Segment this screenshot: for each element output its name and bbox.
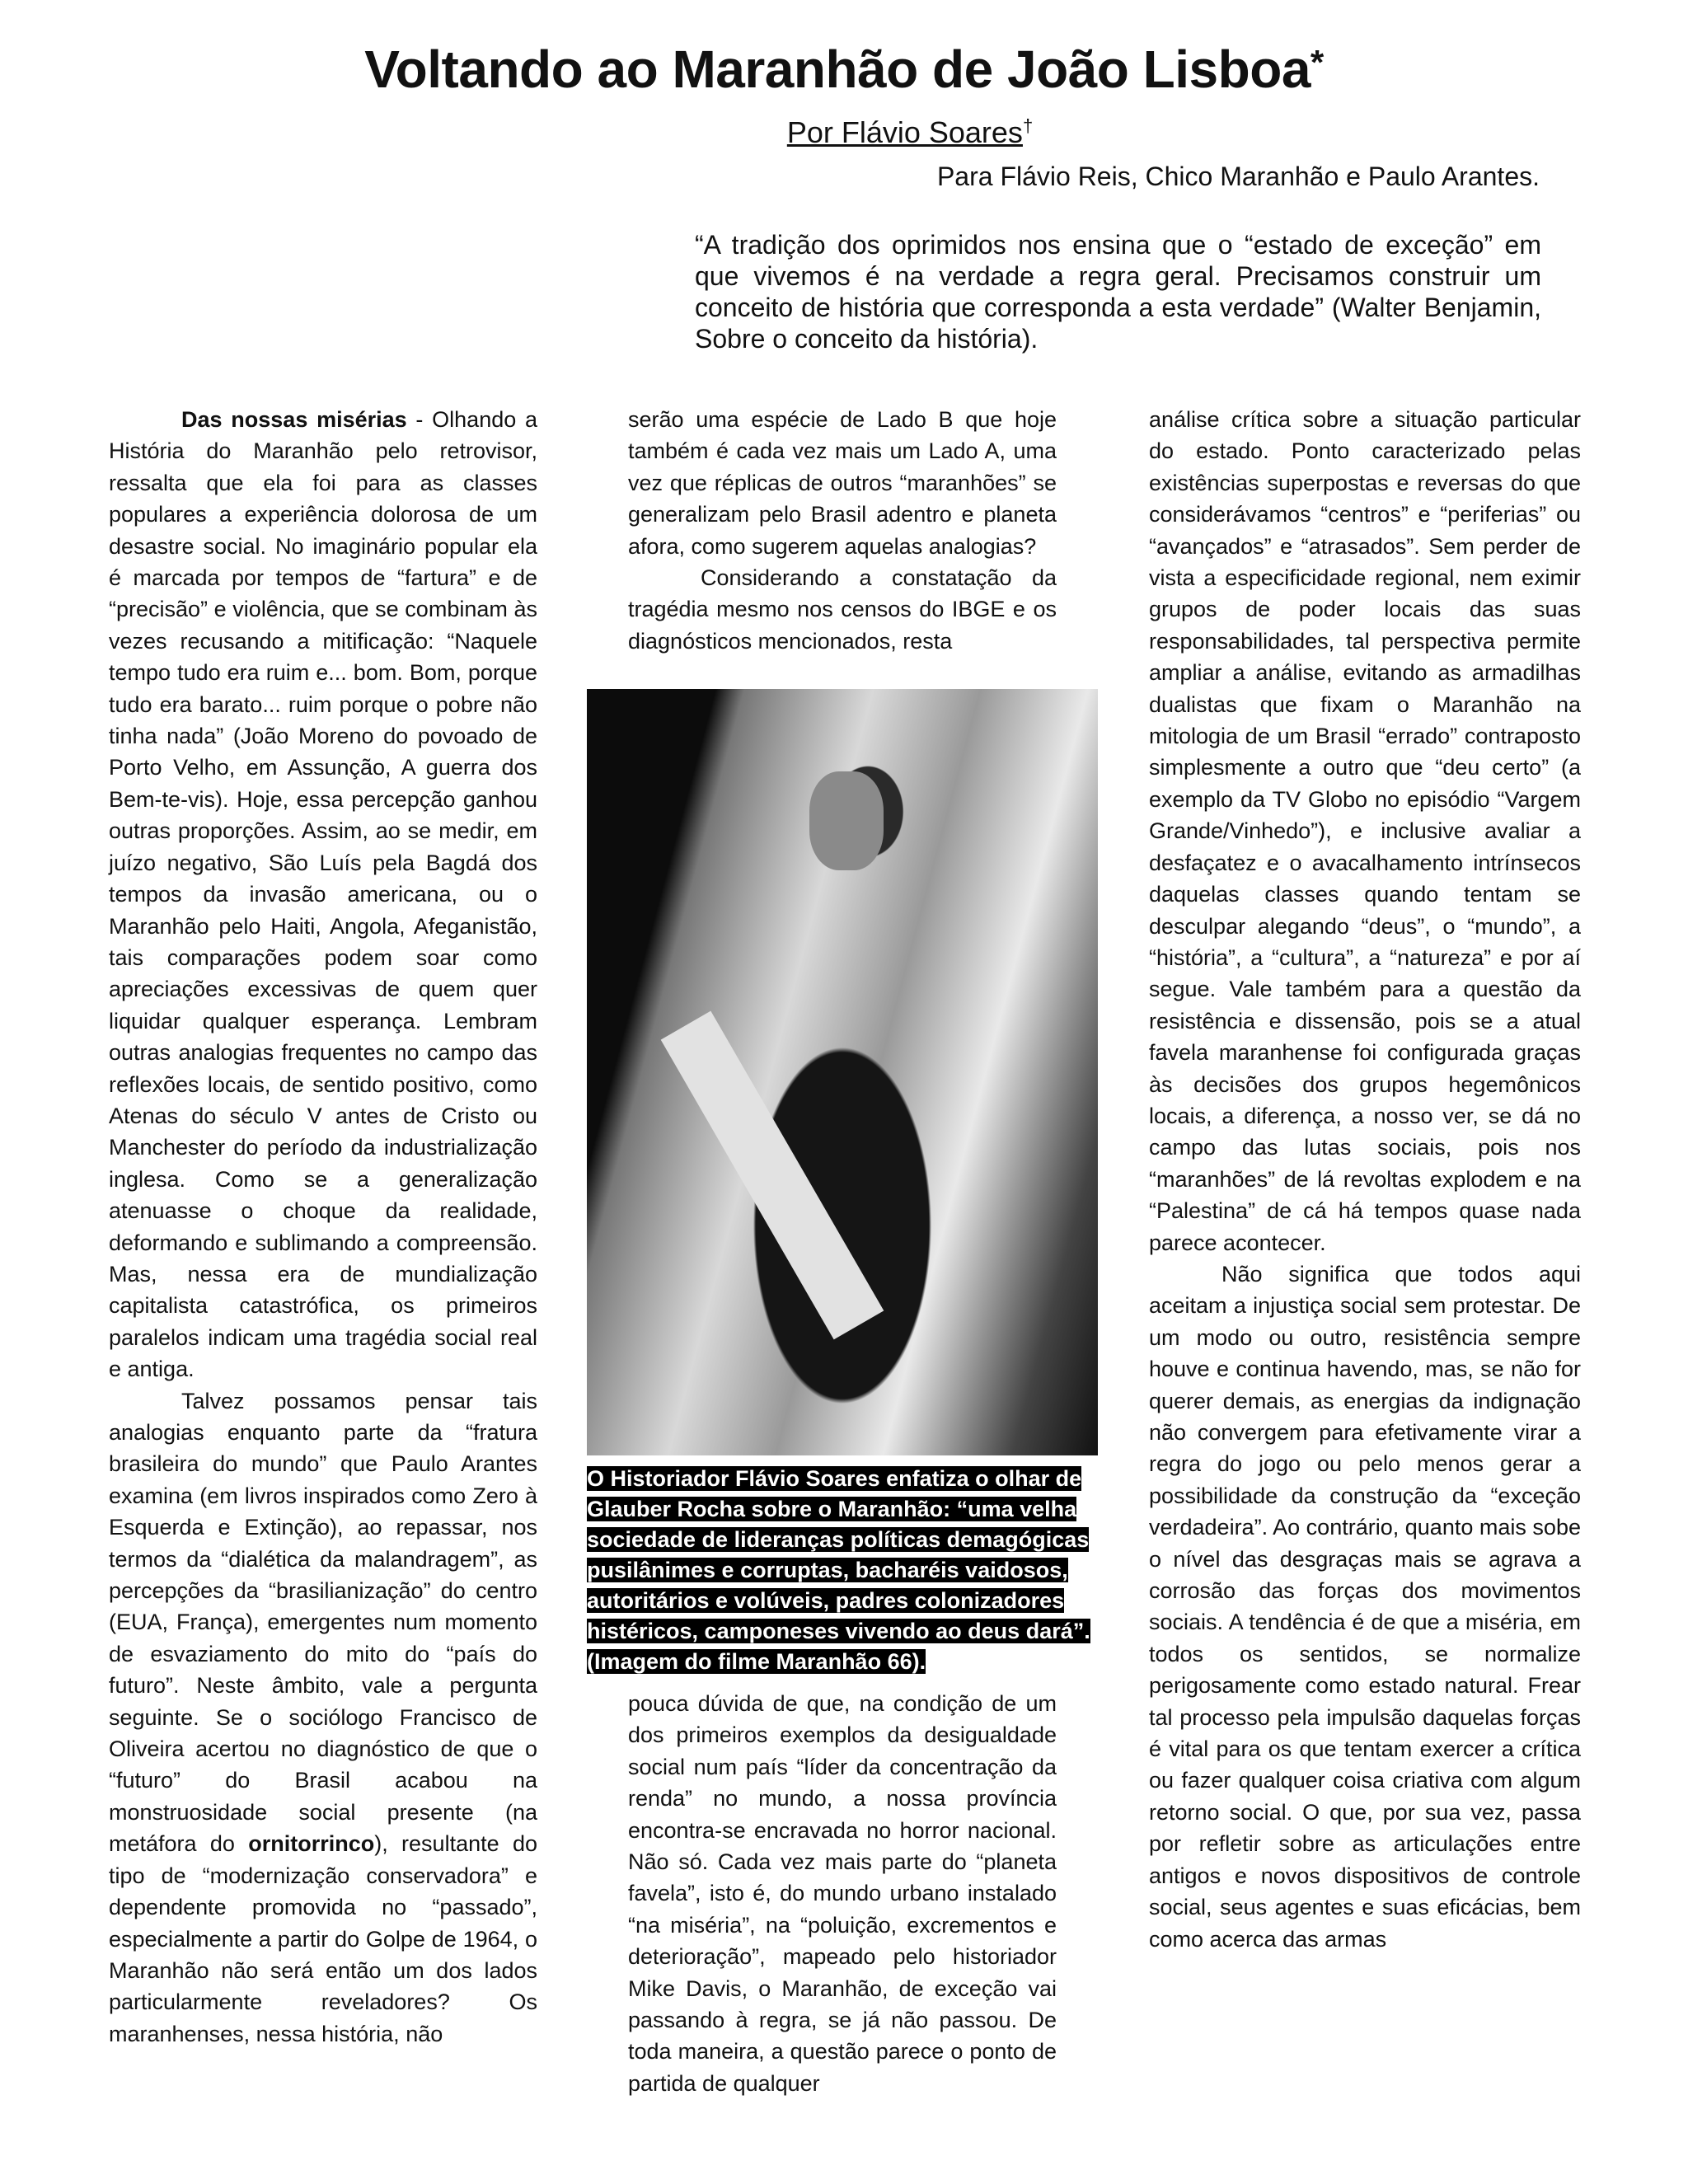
column-2-bottom: [628, 1688, 1057, 2099]
emphasis-ornitorrinco: ornitorrinco: [248, 1831, 375, 1857]
column-2-top: [628, 404, 1057, 657]
byline: [0, 115, 1688, 150]
author-footnote-mark: †: [1022, 115, 1034, 136]
photo-figure-sash: [661, 1011, 884, 1340]
author-name: Por Flávio Soares: [786, 115, 1023, 149]
paragraph: Considerando a constatação da tragédia mesmo nos censos do IBGE e os diagnósticos mencionados, resta: [628, 565, 1057, 654]
film-still-photo: [587, 689, 1098, 1455]
paragraph: pouca dúvida de que, na condição de um dos primeiros exemplos da desigualdade social num país “líder da concentração da renda” no mundo, a nossa província encontra-se encravada no horror nacional. Não só. Cada vez mais parte do “planeta favela”, isto é, do mundo urbano instalado “na miséria”, na “poluição, excrementos e deterioração”, mapeado pelo historiador Mike Davis, o Maranhão, de exceção vai passando à regra, se já não passou. De toda maneira, a questão parece o ponto de partida de qualquer: [628, 1691, 1057, 2096]
epigraph: “A tradição dos oprimidos nos ensina que o “estado de exceção” em que vivemos é na verdade a regra geral. Precisamos construir um conceito de história que corresponda a esta verdade” (Walter Benjamin, Sobre o conceito da história).: [695, 230, 1541, 354]
section-heading: Das nossas misérias: [181, 407, 407, 432]
dedication: Para Flávio Reis, Chico Maranhão e Paulo Arantes.: [936, 162, 1540, 191]
article-title: Voltando ao Maranhão de João Lisboa*: [364, 40, 1324, 99]
column-3: [1149, 404, 1581, 1955]
title-footnote-mark: *: [1310, 43, 1324, 82]
paragraph: Das nossas misérias - Olhando a História do Maranhão pelo retrovisor, ressalta que ela foi para as classes populares a experiência dolorosa de um desastre social. No imaginário popular ela é marcada por tempos de “fartura” e de “precisão” e violência, que se combinam às vezes recusando a mitificação: “Naquele tempo tudo era ruim e... bom. Bom, porque tudo era barato... ruim porque o pobre não tinha nada” (João Moreno do povoado de Porto Velho, em Assunção, A guerra dos Bem-te-vis). Hoje, essa percepção ganhou outras proporções. Assim, ao se medir, em juízo negativo, São Luís pela Bagdá dos tempos da invasão americana, ou o Maranhão pelo Haiti, Angola, Afeganistão, tais comparações podem soar como apreciações excessivas de quem quer liquidar qualquer esperança. Lembram outras analogias frequentes no campo das reflexões locais, de sentido positivo, como Atenas do século V antes de Cristo ou Manchester do período da industrialização inglesa. Como se a generalização atenuasse o choque da realidade, deformando e sublimando a compreensão. Mas, nessa era de mundialização capitalista catastrófica, os primeiros paralelos indicam uma tragédia social real e antiga.: [109, 407, 538, 1382]
paragraph: Talvez possamos pensar tais analogias enquanto parte da “fratura brasileira do mundo” que Paulo Arantes examina (em livros inspirados como Zero à Esquerda e Extinção), ao repassar, nos termos da “dialética da malandragem”, as percepções da “brasilianização” do centro (EUA, França), emergentes num momento de esvaziamento do mito do “país do futuro”. Neste âmbito, vale a pergunta seguinte. Se o sociólogo Francisco de Oliveira acertou no diagnóstico de que o “futuro” do Brasil acabou na monstruosidade social presente (na metáfora do ornitorrinco), resultante do tipo de “modernização conservadora” e dependente promovida no “passado”, especialmente a partir do Golpe de 1964, o Maranhão não será então um dos lados particularmente reveladores? Os maranhenses, nessa história, não: [109, 1388, 537, 2046]
column-1: [109, 404, 537, 2050]
photo-caption: O Historiador Flávio Soares enfatiza o olhar de Glauber Rocha sobre o Maranhão: “uma velha sociedade de lideranças políticas demagógicas pusilânimes e corruptas, bacharéis vaidosos, autoritários e volúveis, padres colonizadores histéricos, camponeses vivendo ao deus dará”. (Imagem do filme Maranhão 66).: [587, 1466, 1090, 1674]
paragraph: análise crítica sobre a situação particular do estado. Ponto caracterizado pelas existências superpostas e reversas do que considerávamos “centros” e “periferias” ou “avançados” e “atrasados”. Sem perder de vista a especificidade regional, nem eximir grupos de poder locais das suas responsabilidades, tal perspectiva permite ampliar a análise, evitando as armadilhas dualistas que fixam o Maranhão na mitologia de um Brasil “errado” contraposto simplesmente a outro que “deu certo” (a exemplo da TV Globo no episódio “Vargem Grande/Vinhedo”), e inclusive avaliar a desfaçatez e o avacalhamento intrínsecos daquelas classes quando tentam se desculpar alegando “deus”, o “mundo”, a “história”, a “cultura”, a “natureza” e por aí segue. Vale também para a questão da resistência e dissensão, pois se a atual favela maranhense foi configurada graças às decisões dos grupos hegemônicos locais, a diferença, a nosso ver, se dá no campo das lutas sociais, pois nos “maranhões” de lá revoltas explodem e na “Palestina” de cá há tempos quase nada parece acontecer.: [1149, 407, 1581, 1255]
photo-figure-face: [809, 771, 884, 870]
paragraph: Não significa que todos aqui aceitam a injustiça social sem protestar. De um modo ou outro, resistência sempre houve e continua havendo, mas, se não for querer demais, as energias da indignação não convergem para efetivamente virar a regra do jogo ou pelo menos gerar a possibilidade da construção da “exceção verdadeira”. Ao contrário, quanto mais sobe o nível das desgraças mais se agrava a corrosão das forças dos movimentos sociais. A tendência é de que a miséria, em todos os sentidos, se normalize perigosamente como estado natural. Frear tal processo pela impulsão daquelas forças é vital para os que tentam exercer a crítica ou fazer qualquer coisa criativa com algum retorno social. O que, por sua vez, passa por refletir sobre as articulações entre antigos e novos dispositivos de controle social, seus agentes e suas eficácias, bem como acerca das armas: [1149, 1261, 1581, 1952]
paragraph: serão uma espécie de Lado B que hoje também é cada vez mais um Lado A, uma vez que réplicas de outros “maranhões” se generalizam pelo Brasil adentro e planeta afora, como sugerem aquelas analogias?: [628, 407, 1057, 559]
